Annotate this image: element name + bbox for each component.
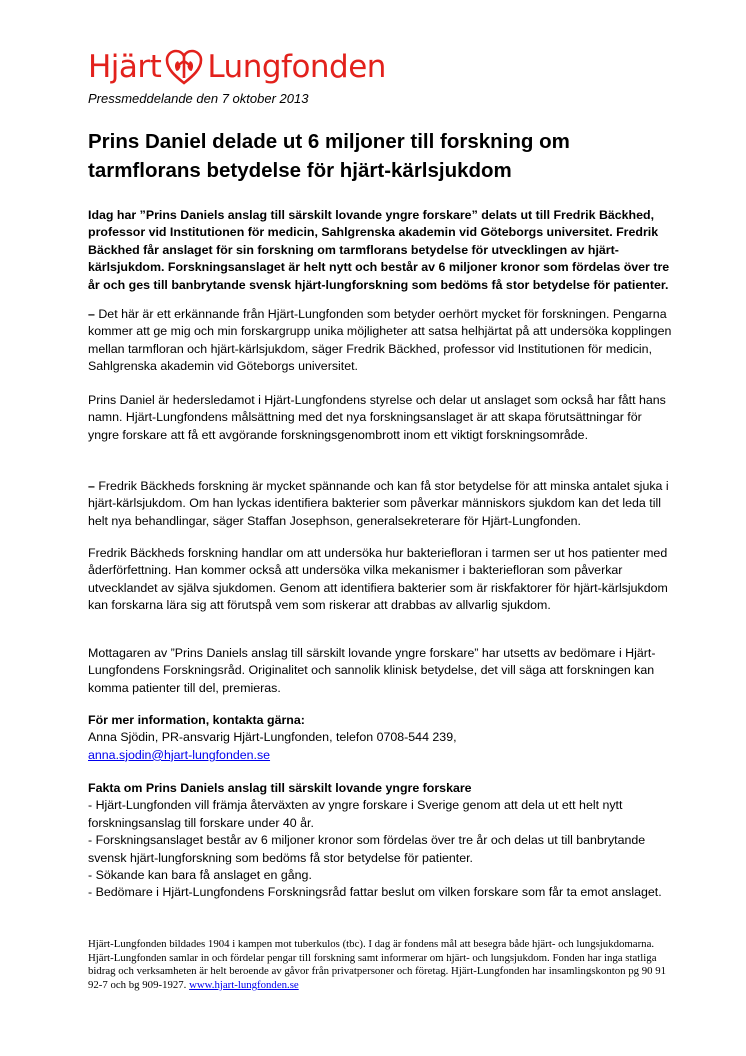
quote-dash: –	[88, 479, 95, 493]
contact-block	[88, 712, 673, 764]
body-paragraph-1-text: Det här är ett erkännande från Hjärt-Lungfonden som betyder oerhört mycket för forskningen. Pengarna kommer att ge mig och min forskargrupp unika möjligheter att satsa helhjärtat på att undersöka kopplingen mellan tarmfloran och hjärt-kärlsjukdom, säger Fredrik Bäckhed, professor vid Institutionen för medicin, Sahlgrenska akademin vid Göteborgs universitet.	[88, 307, 672, 374]
logo-text-lungfonden: Lungfonden	[207, 49, 386, 85]
logo	[88, 48, 386, 86]
list-item: - Hjärt-Lungfonden vill främja återväxten av yngre forskare i Sverige genom att dela ut ett helt nytt forskningsanslag till forskare under 40 år.	[88, 798, 623, 830]
footer-website-link[interactable]: www.hjart-lungfonden.se	[189, 978, 299, 991]
quote-dash: –	[88, 307, 95, 321]
facts-list	[88, 797, 673, 901]
lead-paragraph: Idag har ”Prins Daniels anslag till särskilt lovande yngre forskare” delats ut till Fredrik Bäckhed, professor vid Institutionen för medicin, Sahlgrenska akademin vid Göteborgs universitet. Fredrik Bäckhed får anslaget för sin forskning om tarmflorans betydelse för utvecklingen av hjärt-kärlsjukdom. Forskningsanslaget är helt nytt och består av 6 miljoner kronor som fördelas över tre år och ges till banbrytande svensk hjärt-lungforskning som bedöms få stor betydelse för patienter.	[88, 208, 670, 292]
footer-text: Hjärt-Lungfonden bildades 1904 i kampen mot tuberkulos (tbc). I dag är fondens mål att besegra både hjärt- och lungsjukdomarna. Hjärt-Lungfonden samlar in och fördelar pengar till forskning samt informerar om hjärt- och lungsjukdom. Fonden har inga statliga bidrag och verksamheten är helt beroende av gåvor från privatpersoner och företag. Hjärt-Lungfonden har insamlingskonton pg 90 91 92-7 och bg 909-1927.	[88, 938, 667, 991]
list-item: - Sökande kan bara få anslaget en gång.	[88, 868, 312, 883]
list-item: - Forskningsanslaget består av 6 miljoner kronor som fördelas över tre år och delas ut till banbrytande svensk hjärt-lungforskning som bedöms få stor betydelse för patienter.	[88, 833, 646, 865]
facts-block	[88, 780, 673, 902]
facts-heading: Fakta om Prins Daniels anslag till särskilt lovande yngre forskare	[88, 781, 472, 795]
body-paragraph-5: Mottagaren av ”Prins Daniels anslag till särskilt lovande yngre forskare” har utsetts av bedömare i Hjärt-Lungfondens Forskningsråd. Originalitet och sannolik klinisk betydelse, det vill säga att forskningen kan komma patienter till del, premieras.	[88, 646, 656, 695]
footer-about	[88, 938, 673, 992]
body-paragraph-1	[88, 306, 673, 376]
dateline: Pressmeddelande den 7 oktober 2013	[88, 91, 309, 106]
contact-email-link[interactable]: anna.sjodin@hjart-lungfonden.se	[88, 747, 271, 762]
page-title: Prins Daniel delade ut 6 miljoner till forskning om tarmflorans betydelse för hjärt-kärlsjukdom	[88, 130, 570, 182]
contact-heading: För mer information, kontakta gärna:	[88, 713, 305, 727]
logo-text-hjart: Hjärt	[88, 49, 162, 85]
body-paragraph-2: Prins Daniel är hedersledamot i Hjärt-Lungfondens styrelse och delar ut anslaget som också har fått hans namn. Hjärt-Lungfondens målsättning med det nya forskningsanslaget är att skapa förutsättningar för yngre forskare att få ett avgörande forskningsgenombrott inom ett viktigt forskningsområde.	[88, 393, 666, 442]
body-paragraph-4: Fredrik Bäckheds forskning handlar om att undersöka hur bakteriefloran i tarmen ser ut hos patienter med åderförfettning. Han kommer också att undersöka vilka mekanismer i bakteriefloran som påverkar utvecklandet av själva sjukdomen. Genom att identifiera bakterier som är riskfaktorer för hjärt-kärlsjukdom kan forskarna lära sig att förutspå vem som riskerar att drabbas av allvarlig sjukdom.	[88, 546, 668, 613]
heart-lungs-icon	[164, 48, 204, 86]
body-paragraph-3	[88, 478, 673, 530]
contact-person: Anna Sjödin, PR-ansvarig Hjärt-Lungfonden, telefon 0708-544 239,	[88, 730, 457, 745]
list-item: - Bedömare i Hjärt-Lungfondens Forskningsråd fattar beslut om vilken forskare som får ta emot anslaget.	[88, 885, 662, 900]
body-paragraph-3-text: Fredrik Bäckheds forskning är mycket spännande och kan få stor betydelse för att minska antalet sjuka i hjärt-kärlsjukdom. Om han lyckas identifiera bakterier som påverkar människors sjukdom kan det leda till helt nya behandlingar, säger Staffan Josephson, generalsekreterare för Hjärt-Lungfonden.	[88, 479, 669, 528]
